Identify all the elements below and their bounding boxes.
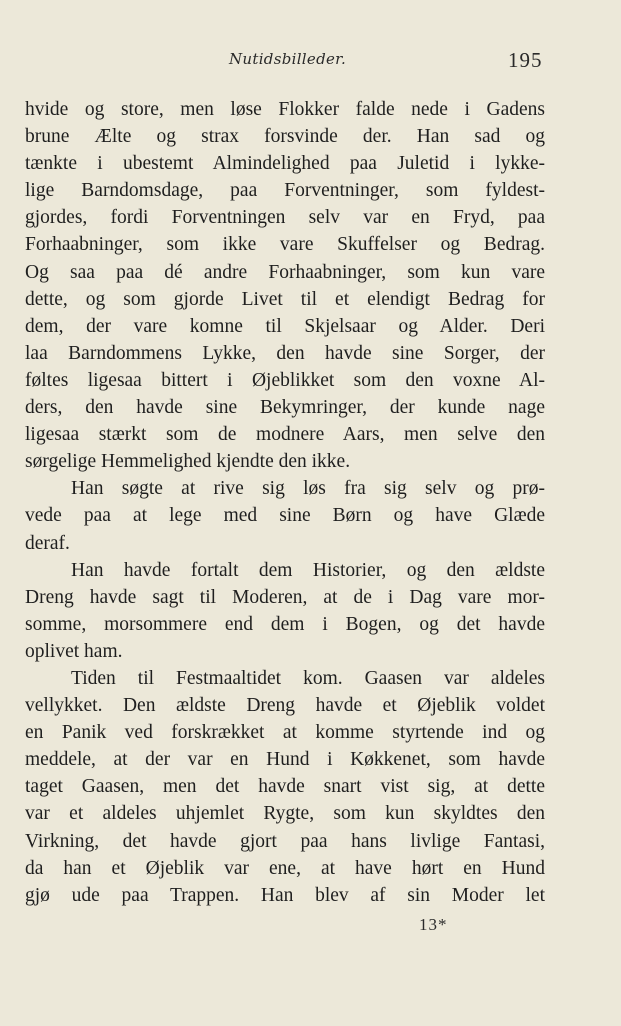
text-line: lige Barndomsdage, paa Forventninger, som fyldest-: [25, 180, 545, 202]
text-line: oplivet ham.: [25, 640, 123, 662]
text-line: ligesaa stærkt som de modnere Aars, men selve den: [25, 424, 545, 446]
text-line: ders, den havde sine Bekymringer, der kunde nage: [25, 397, 545, 419]
text-line: dette, og som gjorde Livet til et elendigt Bedrag for: [25, 288, 545, 310]
text-line: Han søgte at rive sig løs fra sig selv og prø-: [71, 478, 545, 500]
text-line: Tiden til Festmaaltidet kom. Gaasen var aldeles: [71, 667, 545, 689]
text-line: Dreng havde sagt til Moderen, at de i Dag vare mor-: [25, 586, 545, 608]
page-number: 195: [508, 48, 543, 72]
running-head: [0, 48, 621, 78]
text-line: hvide og store, men løse Flokker falde nede i Gadens: [25, 99, 545, 120]
text-line: Og saa paa dé andre Forhaabninger, som kun vare: [25, 261, 545, 283]
text-line: da han et Øjeblik var ene, at have hørt en Hund: [25, 857, 545, 879]
text-line: gjordes, fordi Forventningen selv var en Fryd, paa: [25, 207, 545, 229]
text-line: en Panik ved forskrækket at komme styrtende ind og: [25, 722, 545, 744]
text-line: Han havde fortalt dem Historier, og den ældste: [71, 559, 545, 581]
text-line: tænkte i ubestemt Almindelighed paa Juletid i lykke-: [25, 153, 545, 175]
text-line: brune Ælte og strax forsvinde der. Han sad og: [25, 126, 545, 148]
text-line: Virkning, det havde gjort paa hans livlige Fantasi,: [25, 830, 545, 852]
text-line: taget Gaasen, men det havde snart vist sig, at dette: [25, 776, 545, 798]
text-line: vede paa at lege med sine Børn og have Glæde: [25, 505, 545, 527]
text-line: dem, der vare komne til Skjelsaar og Alder. Deri: [25, 315, 545, 337]
text-line: føltes ligesaa bittert i Øjeblikket som den voxne Al-: [25, 369, 545, 391]
text-line: laa Barndommens Lykke, den havde sine Sorger, der: [25, 342, 545, 364]
running-title: Nutidsbilleder.: [229, 50, 347, 68]
text-line: Forhaabninger, som ikke vare Skuffelser og Bedrag.: [25, 234, 545, 256]
text-line: deraf.: [25, 532, 70, 554]
signature-mark: 13*: [419, 915, 448, 934]
text-line: somme, morsommere end dem i Bogen, og det havde: [25, 613, 545, 635]
text-line: sørgelige Hemmelighed kjendte den ikke.: [25, 451, 351, 473]
text-line: var et aldeles uhjemlet Rygte, som kun skyldtes den: [25, 803, 545, 825]
text-line: meddele, at der var en Hund i Køkkenet, som havde: [25, 749, 545, 771]
text-line: gjø ude paa Trappen. Han blev af sin Moder let: [25, 884, 545, 906]
text-line: vellykket. Den ældste Dreng havde et Øjeblik voldet: [25, 695, 545, 717]
body-text: [25, 96, 545, 909]
